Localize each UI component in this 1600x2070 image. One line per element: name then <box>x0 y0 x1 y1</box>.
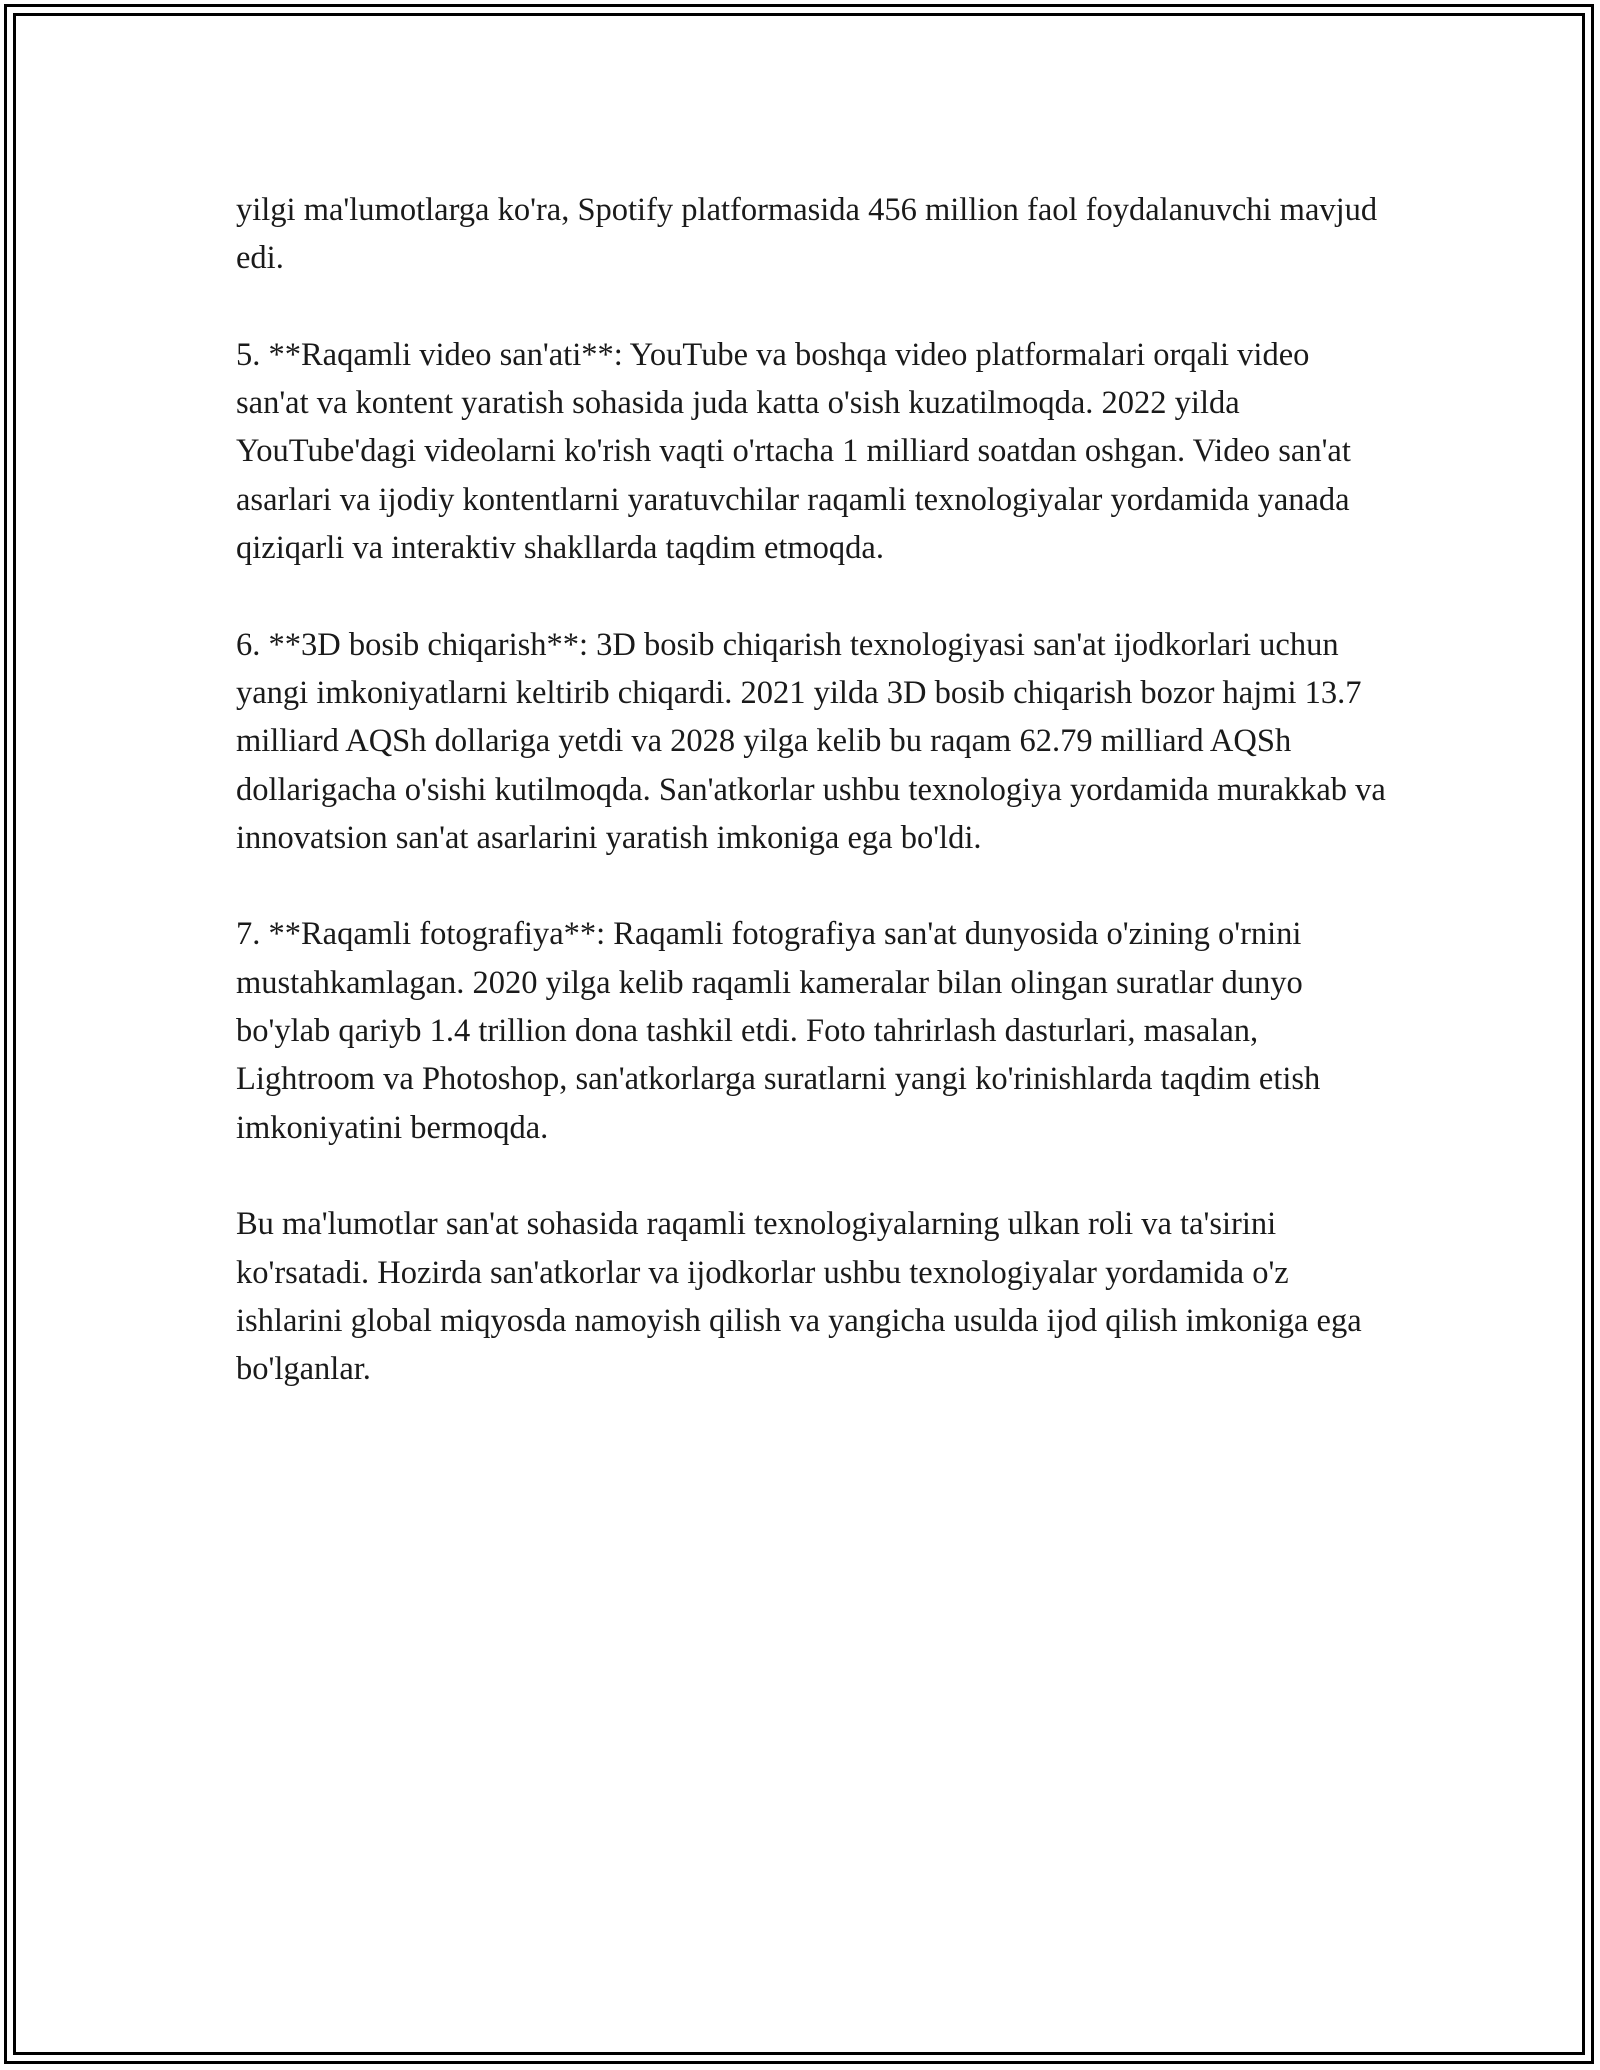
paragraph-spotify-continuation: yilgi ma'lumotlarga ko'ra, Spotify platformasida 456 million faol foydalanuvchi mavjud edi. <box>236 192 1378 277</box>
paragraph-conclusion: Bu ma'lumotlar san'at sohasida raqamli texnologiyalarning ulkan roli va ta'sirini ko'rsatadi. Hozirda san'atkorlar va ijodkorlar ushbu texnologiyalar yordamida o'z ishlarini global miqyosda namoyish qilish va yangicha usulda ijod qilish imkoniga ega bo'lganlar. <box>236 1206 1362 1388</box>
document-body <box>236 186 1386 1393</box>
paragraph-digital-video-art: 5. **Raqamli video san'ati**: YouTube va boshqa video platformalari orqali video san'at va kontent yaratish sohasida juda katta o'sish kuzatilmoqda. 2022 yilda YouTube'dagi videolarni ko'rish vaqti o'rtacha 1 milliard soatdan oshgan. Video san'at asarlari va ijodiy kontentlarni yaratuvchilar raqamli texnologiyalar yordamida yanada qiziqarli va interaktiv shakllarda taqdim etmoqda. <box>236 336 1351 567</box>
paragraph-digital-photography: 7. **Raqamli fotografiya**: Raqamli fotografiya san'at dunyosida o'zining o'rnini mustahkamlagan. 2020 yilga kelib raqamli kameralar bilan olingan suratlar dunyo bo'ylab qariyb 1.4 trillion dona tashkil etdi. Foto tahrirlash dasturlari, masalan, Lightroom va Photoshop, san'atkorlarga suratlarni yangi ko'rinishlarda taqdim etish imkoniyatini bermoqda. <box>236 916 1321 1146</box>
paragraph-3d-printing: 6. **3D bosib chiqarish**: 3D bosib chiqarish texnologiyasi san'at ijodkorlari uchun yangi imkoniyatlarni keltirib chiqardi. 2021 yilda 3D bosib chiqarish bozor hajmi 13.7 milliard AQSh dollariga yetdi va 2028 yilga kelib bu raqam 62.79 milliard AQSh dollarigacha o'sishi kutilmoqda. San'atkorlar ushbu texnologiya yordamida murakkab va innovatsion san'at asarlarini yaratish imkoniga ega bo'ldi. <box>236 626 1386 856</box>
